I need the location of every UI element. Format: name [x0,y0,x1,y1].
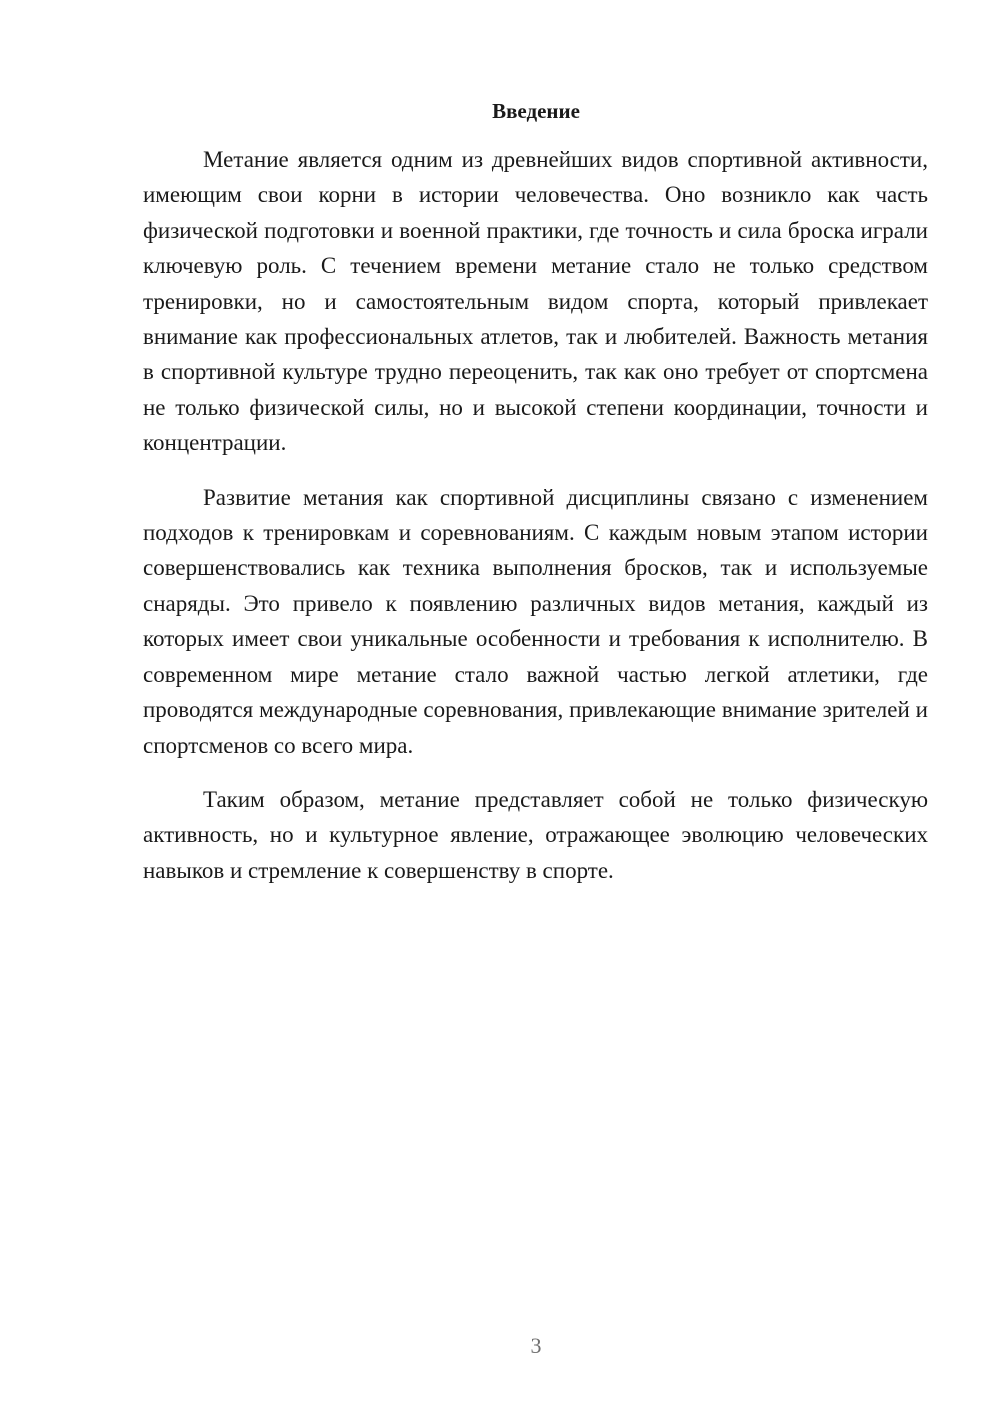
paragraph-1: Метание является одним из древнейших видов спортивной активности, имеющим свои корни в истории человечества. Оно возникло как часть физической подготовки и военной практики, где точность и сила броска играли ключевую роль. С течением времени метание стало не только средством тренировки, но и самостоятельным видом спорта, который привлекает внимание как профессиональных атлетов, так и любителей. Важность метания в спортивной культуре трудно переоценить, так как оно требует от спортсмена не только физической силы, но и высокой степени координации, точности и концентрации. [143,147,928,456]
paragraph-2: Развитие метания как спортивной дисциплины связано с изменением подходов к тренировкам и соревнованиям. С каждым новым этапом истории совершенствовались как техника выполнения бросков, так и используемые снаряды. Это привело к появлению различных видов метания, каждый из которых имеет свои уникальные особенности и требования к исполнителю. В современном мире метание стало важной частью легкой атлетики, где проводятся международные соревнования, привлекающие внимание зрителей и спортсменов со всего мира. [143,484,928,758]
paragraph-3: Таким образом, метание представляет собой не только физическую активность, но и культурное явление, отражающее эволюцию человеческих навыков и стремление к совершенству в спорте. [143,786,928,883]
section-heading: Введение [492,99,580,123]
page-number: 3 [530,1333,542,1358]
body-text [143,142,928,907]
